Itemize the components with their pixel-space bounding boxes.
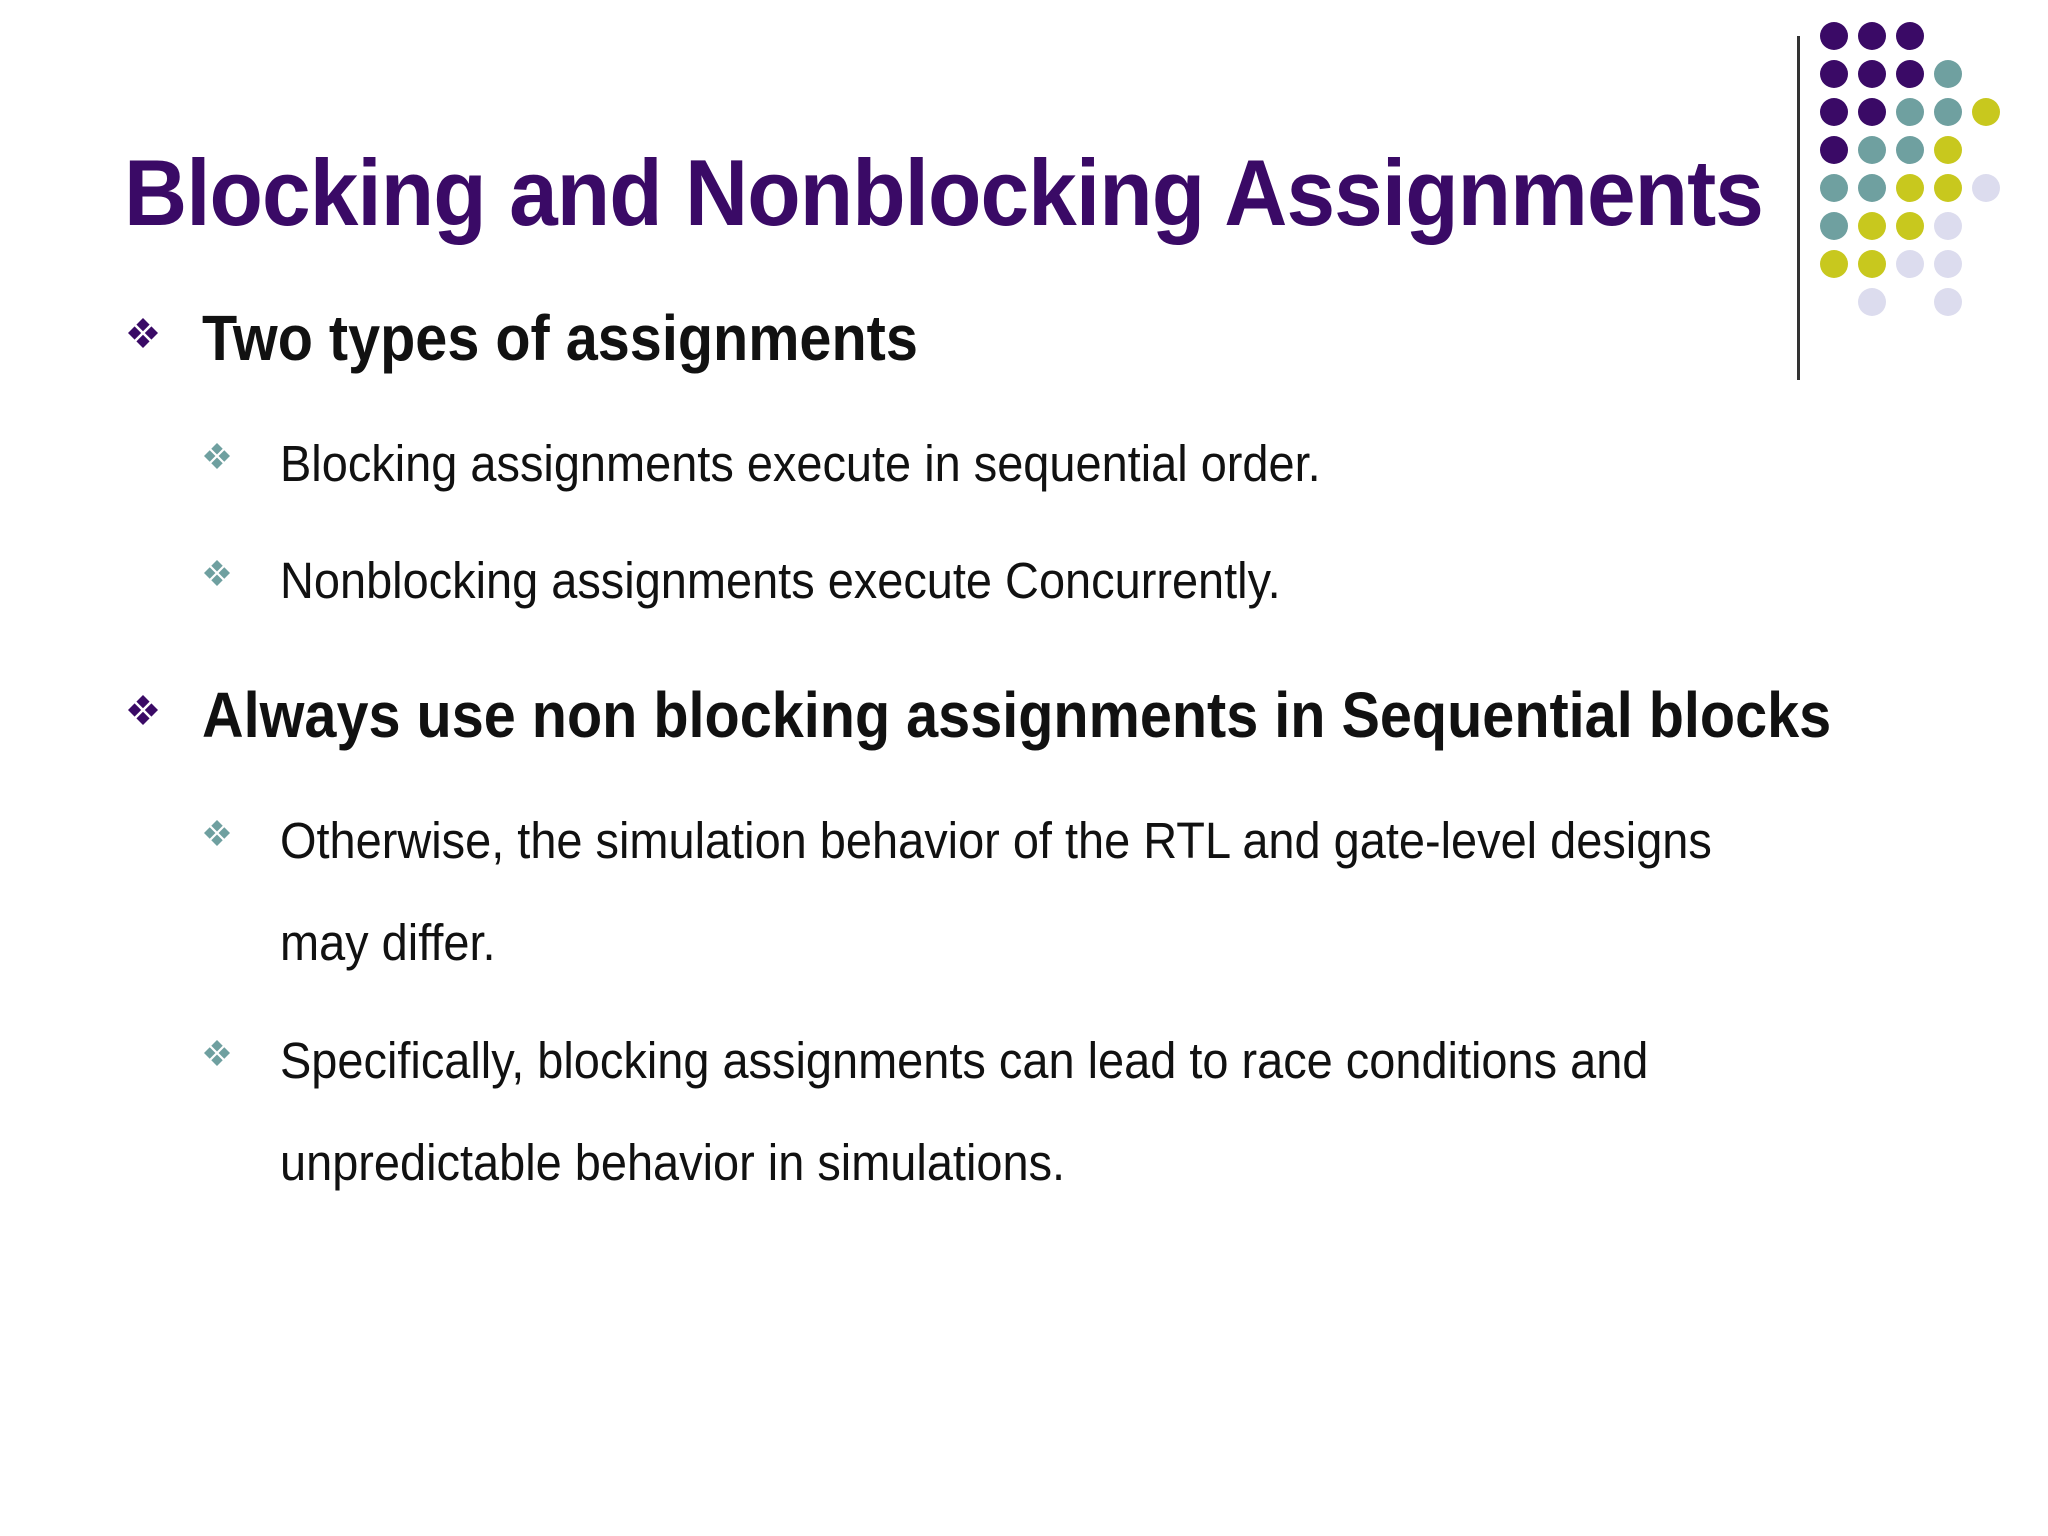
sub-bullet-nonblocking: [200, 530, 1880, 632]
sub-bullet-otherwise: [200, 790, 1880, 994]
sub-bullet-text: Blocking assignments execute in sequential order.: [280, 435, 1321, 492]
bullet-always-use: [124, 677, 2012, 753]
sub-bullet-blocking: [200, 413, 1880, 515]
sub-bullet-text: Otherwise, the simulation behavior of the RTL and gate-level designs may differ.: [280, 812, 1712, 971]
bullet-two-types: [124, 300, 997, 376]
bullet-text: Always use non blocking assignments in Sequential blocks: [202, 679, 1832, 751]
four-diamond-bullet-icon: [204, 1040, 234, 1070]
four-diamond-bullet-icon: [128, 318, 158, 348]
four-diamond-bullet-icon: [128, 695, 158, 725]
sub-bullet-text: Specifically, blocking assignments can lead to race conditions and unpredictable behavior in simulations.: [280, 1032, 1649, 1191]
bullet-text: Two types of assignments: [202, 302, 918, 374]
four-diamond-bullet-icon: [204, 820, 234, 850]
four-diamond-bullet-icon: [204, 560, 234, 590]
four-diamond-bullet-icon: [204, 443, 234, 473]
sub-bullet-text: Nonblocking assignments execute Concurrently.: [280, 552, 1281, 609]
slide-title: Blocking and Nonblocking Assignments: [124, 140, 1763, 245]
sub-bullet-specifically: [200, 1010, 1880, 1214]
